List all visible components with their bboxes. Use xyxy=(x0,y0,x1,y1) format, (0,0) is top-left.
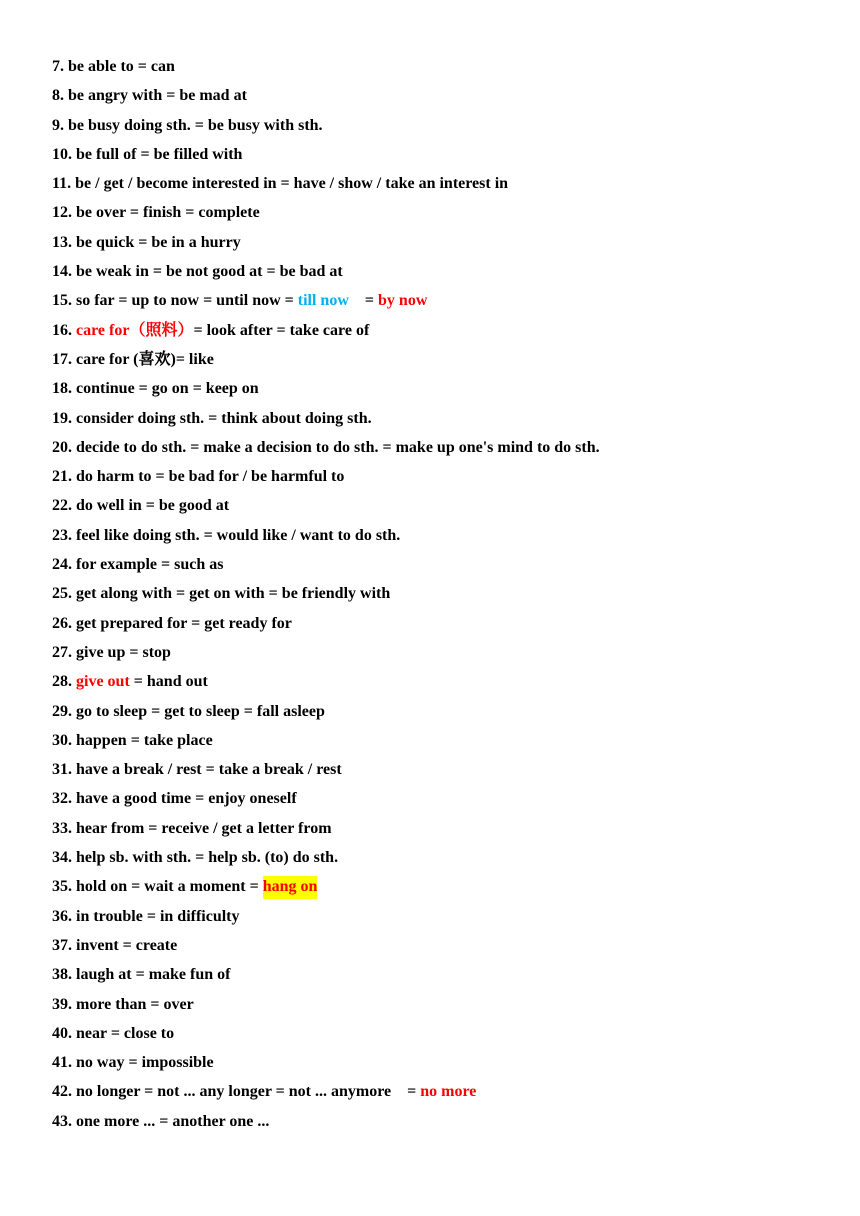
phrase-line xyxy=(52,819,600,848)
phrase-text: 30. happen = take place xyxy=(52,731,213,749)
phrase-line xyxy=(52,848,600,877)
phrase-line xyxy=(52,702,600,731)
phrase-line xyxy=(52,174,600,203)
phrase-line xyxy=(52,1082,600,1111)
phrase-text: 41. no way = impossible xyxy=(52,1054,214,1072)
phrase-line xyxy=(52,555,600,584)
phrase-list xyxy=(52,57,600,1141)
phrase-line xyxy=(52,203,600,232)
phrase-line xyxy=(52,57,600,86)
phrase-line xyxy=(52,496,600,525)
phrase-text: 36. in trouble = in difficulty xyxy=(52,907,240,925)
phrase-text: 34. help sb. with sth. = help sb. (to) do sth. xyxy=(52,849,339,867)
phrase-text: 32. have a good time = enjoy oneself xyxy=(52,790,297,808)
highlighted-phrase-red: give out xyxy=(76,673,130,691)
phrase-text: 11. be / get / become interested in = have / show / take an interest in xyxy=(52,175,509,193)
phrase-line xyxy=(52,1024,600,1053)
phrase-line xyxy=(52,907,600,936)
phrase-line xyxy=(52,438,600,467)
highlighted-phrase-yellow: hang on xyxy=(263,876,318,899)
highlighted-phrase-red: by now xyxy=(378,292,428,310)
phrase-text: 23. feel like doing sth. = would like / want to do sth. xyxy=(52,526,401,544)
phrase-text: 19. consider doing sth. = think about doing sth. xyxy=(52,409,372,427)
phrase-text: = xyxy=(348,292,379,310)
phrase-text: 29. go to sleep = get to sleep = fall asleep xyxy=(52,702,325,720)
phrase-line xyxy=(52,584,600,613)
phrase-line xyxy=(52,614,600,643)
phrase-text: 27. give up = stop xyxy=(52,643,171,661)
highlighted-phrase-red: care for（照料） xyxy=(76,321,194,339)
phrase-line xyxy=(52,731,600,760)
phrase-line xyxy=(52,877,600,906)
phrase-text: 7. be able to = can xyxy=(52,58,175,75)
highlighted-phrase-red: no more xyxy=(420,1083,477,1101)
phrase-line xyxy=(52,116,600,145)
phrase-text: 14. be weak in = be not good at = be bad at xyxy=(52,263,343,281)
phrase-line xyxy=(52,526,600,555)
phrase-line xyxy=(52,789,600,818)
phrase-line xyxy=(52,1053,600,1082)
phrase-line xyxy=(52,965,600,994)
phrase-text: 17. care for (喜欢)= like xyxy=(52,350,214,368)
phrase-line xyxy=(52,350,600,379)
phrase-line xyxy=(52,379,600,408)
phrase-line xyxy=(52,321,600,350)
phrase-line xyxy=(52,1112,600,1141)
phrase-text: 28. xyxy=(52,673,76,691)
phrase-text: 43. one more ... = another one ... xyxy=(52,1112,270,1130)
phrase-line xyxy=(52,86,600,115)
phrase-line xyxy=(52,145,600,174)
phrase-text: 9. be busy doing sth. = be busy with sth. xyxy=(52,116,323,134)
phrase-line xyxy=(52,936,600,965)
highlighted-phrase-blue: till now xyxy=(297,292,349,310)
phrase-text: 39. more than = over xyxy=(52,995,194,1013)
phrase-text: 8. be angry with = be mad at xyxy=(52,87,247,105)
phrase-text: 18. continue = go on = keep on xyxy=(52,380,259,398)
phrase-text: 21. do harm to = be bad for / be harmful to xyxy=(52,468,345,486)
phrase-line xyxy=(52,760,600,789)
phrase-text: = hand out xyxy=(129,673,208,691)
phrase-text: = look after = take care of xyxy=(193,321,370,339)
phrase-text: 37. invent = create xyxy=(52,936,178,954)
phrase-text: 15. so far = up to now = until now = xyxy=(52,292,298,310)
phrase-text: 16. xyxy=(52,321,76,339)
phrase-line xyxy=(52,995,600,1024)
phrase-text: 12. be over = finish = complete xyxy=(52,204,260,222)
phrase-line xyxy=(52,467,600,496)
phrase-text: 42. no longer = not ... any longer = not ... anymore = xyxy=(52,1083,421,1101)
phrase-text: 13. be quick = be in a hurry xyxy=(52,233,241,251)
phrase-text: 22. do well in = be good at xyxy=(52,497,230,515)
phrase-text: 31. have a break / rest = take a break / rest xyxy=(52,761,342,779)
phrase-line xyxy=(52,262,600,291)
phrase-text: 24. for example = such as xyxy=(52,556,224,574)
phrase-line xyxy=(52,409,600,438)
phrase-text: 40. near = close to xyxy=(52,1024,175,1042)
phrase-line xyxy=(52,233,600,262)
phrase-line xyxy=(52,643,600,672)
phrase-text: 33. hear from = receive / get a letter from xyxy=(52,819,332,837)
phrase-text: 26. get prepared for = get ready for xyxy=(52,614,292,632)
phrase-text: 25. get along with = get on with = be friendly with xyxy=(52,585,391,603)
phrase-line xyxy=(52,672,600,701)
phrase-text: 10. be full of = be filled with xyxy=(52,145,243,163)
phrase-text: 35. hold on = wait a moment = xyxy=(52,878,263,896)
phrase-text: 20. decide to do sth. = make a decision to do sth. = make up one's mind to do sth. xyxy=(52,438,600,456)
phrase-text: 38. laugh at = make fun of xyxy=(52,966,231,984)
phrase-line xyxy=(52,291,600,320)
